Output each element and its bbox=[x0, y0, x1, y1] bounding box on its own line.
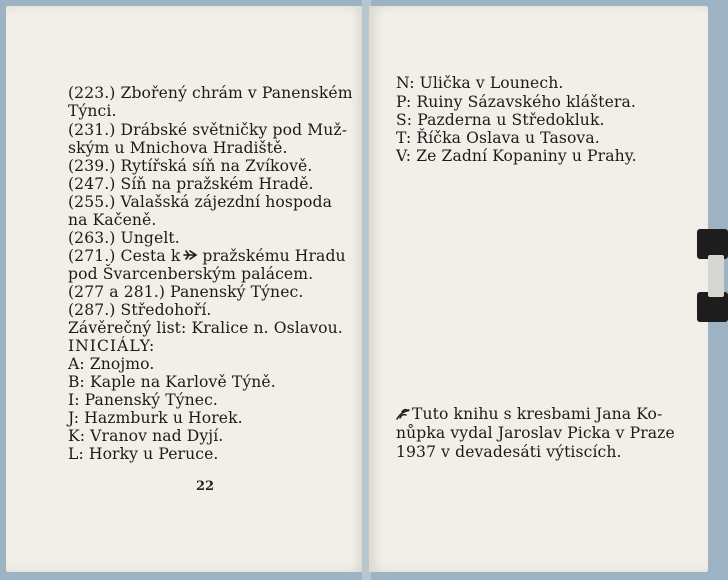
initial-line: P: Ruiny Sázavského kláštera. bbox=[396, 93, 636, 111]
colophon-line: 1937 v devadesáti výtiscích. bbox=[396, 443, 622, 461]
caption-line: (247.) Síň na pražském Hradě. bbox=[68, 175, 314, 193]
caption-line: (223.) Zbořený chrám v Panenském bbox=[68, 84, 353, 102]
initial-line: K: Vranov nad Dyjí. bbox=[68, 427, 224, 445]
caption-line: ským u Mnichova Hradiště. bbox=[68, 139, 288, 157]
initial-line: B: Kaple na Karlově Týně. bbox=[68, 373, 276, 391]
caption-line-with-arrow bbox=[68, 247, 346, 265]
pointing-hand-arrow-icon bbox=[183, 250, 199, 260]
colophon-line bbox=[396, 405, 662, 423]
initial-line: T: Říčka Oslava u Tasova. bbox=[396, 129, 600, 147]
caption-line: Týnci. bbox=[68, 102, 117, 120]
binder-clip-wire bbox=[708, 255, 724, 297]
caption-line: (287.) Středohoří. bbox=[68, 301, 212, 319]
page-number: 22 bbox=[196, 479, 215, 494]
caption-line: (255.) Valašská zájezdní hospoda bbox=[68, 193, 333, 211]
caption-line: (239.) Rytířská síň na Zvíkově. bbox=[68, 157, 313, 175]
section-heading: INICIÁLY: bbox=[68, 337, 156, 355]
fleuron-icon bbox=[396, 408, 410, 420]
caption-line-start: (271.) Cesta k bbox=[68, 247, 181, 265]
initial-line: V: Ze Zadní Kopaniny u Prahy. bbox=[396, 147, 637, 165]
caption-line-end: pražskému Hradu bbox=[202, 247, 346, 265]
caption-line: Závěrečný list: Kralice n. Oslavou. bbox=[68, 319, 343, 337]
initial-line: N: Ulička v Lounech. bbox=[396, 74, 564, 92]
initial-line: S: Pazderna u Středokluk. bbox=[396, 111, 605, 129]
caption-line: na Kačeně. bbox=[68, 211, 157, 229]
initial-line: A: Znojmo. bbox=[68, 355, 155, 373]
caption-line: (231.) Drábské světničky pod Muž- bbox=[68, 121, 348, 139]
initial-line: I: Panenský Týnec. bbox=[68, 391, 218, 409]
colophon-line: nůpka vydal Jaroslav Picka v Praze bbox=[396, 424, 675, 442]
colophon-text: Tuto knihu s kresbami Jana Ko- bbox=[412, 405, 663, 423]
caption-line: (263.) Ungelt. bbox=[68, 229, 180, 247]
initial-line: L: Horky u Peruce. bbox=[68, 445, 219, 463]
initial-line: J: Hazmburk u Horek. bbox=[68, 409, 243, 427]
caption-line: pod Švarcenberským palácem. bbox=[68, 265, 314, 283]
caption-line: (277 a 281.) Panenský Týnec. bbox=[68, 283, 304, 301]
